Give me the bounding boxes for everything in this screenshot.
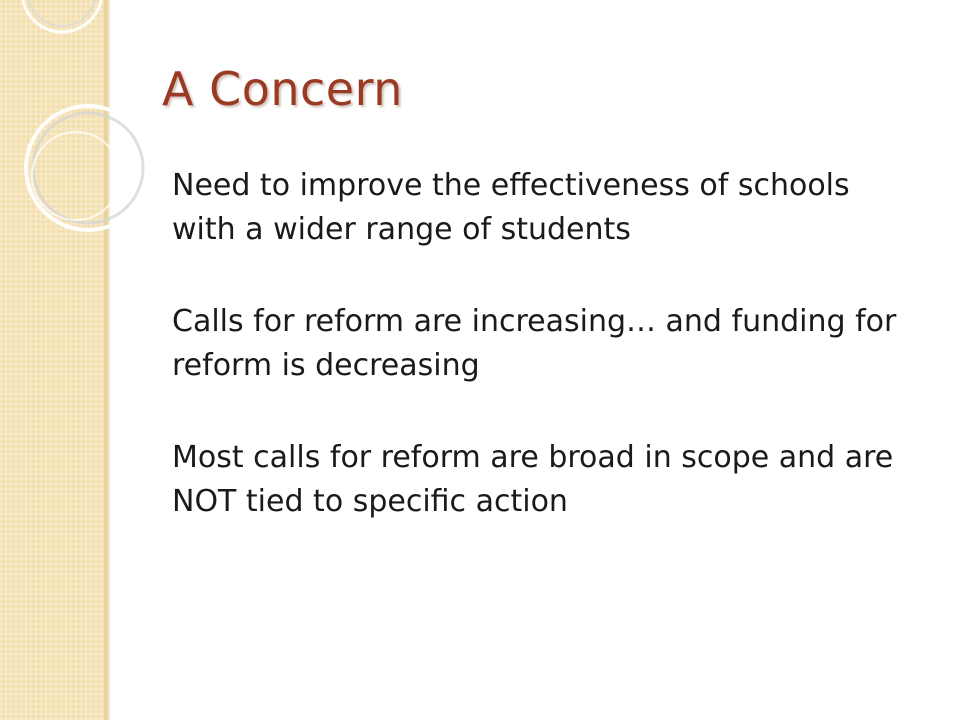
middle-ring-outer — [26, 106, 150, 230]
middle-ring-inner — [33, 113, 143, 223]
paragraph-broad-scope: Most calls for reform are broad in scope and are NOT tied to specific action — [172, 440, 894, 519]
middle-ring-small — [32, 132, 120, 220]
paragraph-effectiveness: Need to improve the effectiveness of schools with a wider range of students — [172, 168, 850, 247]
slide-title: A Concern — [162, 62, 403, 116]
slide-body — [172, 164, 902, 572]
top-ring-outer — [22, 0, 102, 32]
top-ring-inner — [28, 0, 96, 26]
paragraph-reform-funding: Calls for reform are increasing… and funding for reform is decreasing — [172, 304, 897, 383]
